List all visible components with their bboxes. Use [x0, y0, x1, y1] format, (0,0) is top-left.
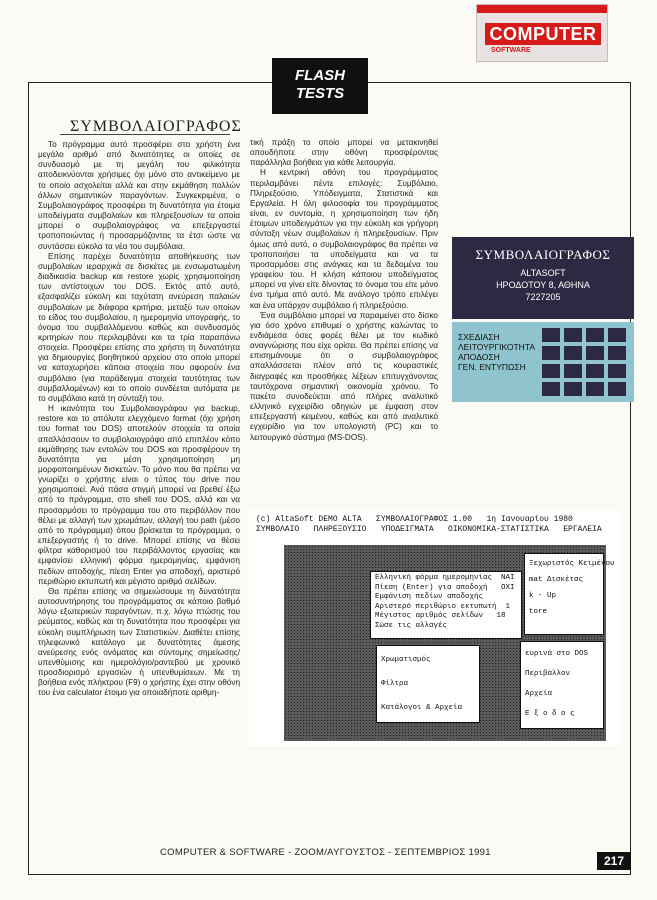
rating-square: [608, 382, 626, 396]
options-item: Πίεση (Enter) για αποδοχή ΟΧΙ: [375, 583, 515, 592]
rating-square: [542, 364, 560, 378]
article-title: ΣΥΜΒΟΛΑΙΟΓΡΑΦΟΣ: [70, 118, 242, 135]
paragraph: τική πράξη το οποίο μπορεί να μετακινηθεί οπουδήποτε στην οθόνη προσφέροντας παράλληλα βοήθεια για κάθε λειτουργία.: [250, 138, 438, 168]
rating-square: [586, 382, 604, 396]
rating-square: [542, 328, 560, 342]
rating-label: ΓΕΝ. ΕΝΤΥΠΩΣΗ: [458, 362, 526, 372]
tools-item: Χρωματισμός: [381, 656, 431, 664]
badge-line-2: TESTS: [295, 85, 345, 102]
text-column-1: [38, 140, 240, 699]
ratings-box: [452, 322, 634, 402]
text-column-2: [250, 138, 438, 443]
page-footer: COMPUTER & SOFTWARE - ΖΟΟΜ/ΑΥΓΟΥΣΤΟΣ - ΣΕΠΤΕΜΒΡΙΟΣ 1991: [160, 847, 491, 858]
paragraph: Θα πρέπει επίσης να σημειώσουμε τη δυνατότητα αυτοσυντήρησης του προγράμματος σε κάποιο βαθμό λόγω εξωτερικών παραγόντων, π.χ. λόγω πτώσης του ρεύματος, καθώς και τη δυνατότητα που προσφέρει για εύκολη συμπλήρωση των Στατιστικών. Διαθέτει επίσης τηλεφωνικό κατάλογο με δυνατότητες άμεσης ανεύρεσης ενός ονόματος και σύντομης σημείωσης/υπενθύμισης και ημερολόγιο/ραντεβού με χρονικό προσδιορισμό εργασιών ή υπενθυμίσεων. Με τη βοήθεια ενός πλήκτρου (F9) ο χρήστης έχει στην οθόνη του ένα calculator έτοιμο για οποιαδήποτε αριθμη-: [38, 586, 240, 698]
screen-menu-bar: ΣΥΜΒΟΛΑΙΟ ΠΛΗΡΕΞΟΥΣΙΟ ΥΠΟΔΕΙΓΜΑΤΑ ΟΙΚΟΝΟΜΙΚΑ-ΣΤΑΤΙΣΤΙΚΑ ΕΡΓΑΛΕΙΑ: [256, 525, 602, 534]
page-number: 217: [597, 852, 631, 870]
magazine-logo: [476, 4, 608, 62]
options-item: Αριστερό περιθώριο εκτυπωτή 1: [375, 602, 511, 611]
infobox-phone: 7227205: [525, 292, 561, 302]
right-menu-item: Ξεχωριστός Κειμένου: [529, 560, 615, 568]
rating-square: [542, 382, 560, 396]
right-menu-bottom: [520, 641, 604, 729]
rating-label: ΛΕΙΤΟΥΡΓΙΚΟΤΗΤΑ: [458, 342, 536, 352]
right-menu-item: Περιβάλλον: [525, 670, 571, 678]
paragraph: Η κεντρική οθόνη του προγράμματος περιλαμβάνει πέντε επιλογές: Συμβόλαιο, Πληρεξούσιο, Υπόδειγματα, Στατιστικά και Εργαλεία. Η όλη φιλοσοφία του προγράμματος είναι, εν συντομία, η χρησιμοποίηση των ήδη έτοιμων υποδειγμάτων για την εύκολη και γρήγορη σύνταξη νέων συμβολαίων ή πληρεξουσίων. Πριν όμως από αυτό, ο συμβολαιογράφος θα πρέπει να τροποποιήσει τα υποδείγματα και να τα προσαρμόσει στις ανάγκες και τα δεδομένα του γραφείου του. Η κλήση κάποιου υποδείγματος μπορεί να γίνει είτε δίνοντας το όνομα του είτε μόνο ένα τμήμα από αυτό. Με ανάλογο τρόπο επιλέγει και ένα υπάρχον συμβόλαιο ή πληρεξούσιο.: [250, 168, 438, 310]
rating-square: [608, 328, 626, 342]
rating-square: [586, 364, 604, 378]
section-badge: [272, 58, 368, 114]
rating-square: [564, 382, 582, 396]
program-screenshot: [248, 511, 620, 746]
right-menu-item: mat Δισκέτας: [529, 576, 584, 584]
rating-square: [586, 346, 604, 360]
infobox-title: ΣΥΜΒΟΛΑΙΟΓΡΑΦΟΣ: [475, 247, 611, 262]
infobox-company: ALTASOFT: [520, 268, 566, 278]
rating-square: [542, 346, 560, 360]
options-item: Σώσε τις αλλαγές: [375, 621, 448, 630]
right-menu-item: k - Up: [529, 592, 557, 600]
title-rule: [60, 134, 230, 135]
right-menu-item: Αρχεία: [525, 690, 553, 698]
options-item: Μέγιστος αριθμός σελίδων 18: [375, 612, 506, 620]
rating-square: [564, 328, 582, 342]
rating-square: [608, 346, 626, 360]
rating-grid: [542, 328, 626, 396]
rating-square: [586, 328, 604, 342]
right-menu-top: [524, 553, 615, 635]
tools-menu: [376, 645, 480, 723]
rating-square: [564, 346, 582, 360]
logo-sub: SOFTWARE: [491, 47, 531, 54]
tools-item: Φίλτρα: [381, 680, 409, 688]
paragraph: Επίσης παρέχει δυνατότητα αποθήκευσης των συμβολαίων ιεραρχικά σε δισκέτες με ενσωματωμένη διαδικασία backup και restore χωρίς χρησιμοποίηση των αντίστοιχων του DOS. Εκτός από αυτό, εξασφαλίζει εύκολη και ταχύτατη ανεύρεση παλαιών συμβολαίων με διάφορα κριτήρια, μεταξύ των οποίων το είδος του συμβολαίου, η ημερομηνία υπογραφής, το όνομα του συμβαλλόμενου καθώς και συνδυασμός κριτηρίων που περιλαμβάνει και τα τρία παραπάνω στοιχεία. Προσφέρει επίσης στο χρήστη τη δυνατότητα για δημιουργίες βοηθητικού αρχείου στο οποίο μπορεί να καταχωρήσει κάποια στοιχεία που αφορούν ένα συμβόλαιο (για παράδειγμα στοιχεία ταυτότητας των συμβαλλομένων) και το οποίο συνδέεται αυτόματα με το συμβόλαιο κατά τη σύνταξή του.: [38, 251, 240, 403]
options-item: Ελληνική φόρμα ημερομηνίας ΝΑΙ: [375, 574, 515, 582]
options-menu: [370, 571, 522, 639]
product-infobox: [452, 237, 634, 319]
screen-header-line-1: (c) AltaSoft DEMO ALTA ΣΥΜΒΟΛΑΙΟΓΡΑΦΟΣ 1.00 1η Ιανουαρίου 1980: [256, 515, 573, 524]
right-menu-item: Ε ξ ο δ ο ς: [525, 710, 575, 718]
infobox-address: ΗΡΟΔΟΤΟΥ 8, ΑΘΗΝΑ: [496, 280, 590, 290]
right-menu-item: ευρινά στο DOS: [525, 650, 589, 658]
rating-square: [608, 364, 626, 378]
paragraph: Το πρόγραμμα αυτό προσφέρει στο χρήστη ένα μεγάλο αριθμό από δυνατότητες οι οποίες σε συνδυασμό με τη μεγάλη του φιλικότητα αποδεικνύονται χρήσιμες όχι μόνο στο αντικείμενο με το οποίο ασχολείται αλλά και στην εκμάθηση πολλών άλλων σημαντικών παραγόντων. Συγκεκριμένα, ο Συμβολαιογράφος προσφέρει τη δυνατότητα για έτοιμα υποδείγματα συμβολαίων και πληρεξουσίων τα οποία μπορεί ο συμβολαιογράφος να επεξεργαστεί τροποποιώντας ή προσαρμόζοντας τα έτσι ώστε να συντάσσει εύκολα τα νέα του συμβόλαια.: [38, 140, 240, 251]
right-menu-item: tore: [529, 608, 548, 616]
screen-background: [284, 545, 615, 741]
rating-label: ΑΠΟΔΟΣΗ: [458, 352, 500, 362]
paragraph: Η ικανότητα του Συμβολαιογράφου για backup, restore και το απόλυτα ελεγχόμενο format (όχι χρήση του format του DOS) αποτελούν στοιχεία τα οποία απαλλάσσουν το συμβολαιογράφο από επιπλέον κόπο εκμάθησης των εντολών του DOS και προσφέρουν τη δυνατότητα για μέση χρησιμοποίηση μη μορφοποιημένων δισκετών. Το μόνο που θα πρέπει να γνωρίζει ο χρήστης είναι ο τύπος του drive που χρησιμοποιεί. Ανά πάσα στιγμή μπορεί να βρεθεί έξω από το πρόγραμμα, στο shell του DOS, αλλά και να προσαρμόσει το πρόγραμμα του στο περιβάλλον που θέλει με αλλαγή των χρωμάτων, αλλαγή του path (μέσο από το πρόγραμμα) όπου βρίσκεται το πρόγραμμα, ο επεξεργαστής ή το drive. Μπορεί επίσης να θέσει φίλτρα καθορισμού του περιβάλλοντος εργασίας και εμφανίσει ελληνική φόρμα ημερομηνίας, εμφάνιση πεδίων αποδοχής, πίεση Enter για αποδοχή, αριστερό περιθώριο εκτυπωτή και μέγιστο αριθμό σελίδων.: [38, 404, 240, 586]
options-item: Εμφάνιση πεδίων αποδοχής: [375, 593, 484, 601]
rating-labels: [458, 332, 535, 372]
paragraph: Ένα συμβόλαιο μπορεί να παραμείνει στο δίσκο για όσο χρόνο επιθυμεί ο χρήστης καλώντας το ενδιάμεσα όσες φορές θέλει με τον κωδικό αναγνώρισης που είχε ορίσει. Θα πρέπει επίσης να επισημάνουμε ότι ο συμβολαιογράφος απαλλάσσεται πλέον από τις κουραστικές διαγραφές και προσθήκες λέξεων επιτυγχάνοντας ταυτόχρονα σημαντική οικονομία χρόνου. Το πακέτο συνοδεύεται από πλήρες αναλυτικό ελληνικό εγχειρίδιο οδηγιών με έμφαση στον επεξεργαστή κειμένου, καθώς και από αναλυτικό εγχειρίδιο για τον υπολογιστή (PC) και το λειτουργικό σύστημα (MS-DOS).: [250, 310, 438, 442]
rating-label: ΣΧΕΔΙΑΣΗ: [458, 332, 500, 342]
tools-item: Κατάλογοι & Αρχεία: [381, 704, 463, 712]
badge-line-1: FLASH: [295, 67, 345, 84]
rating-square: [564, 364, 582, 378]
logo-word: COMPUTER: [485, 23, 601, 45]
logo-band: [477, 5, 607, 13]
